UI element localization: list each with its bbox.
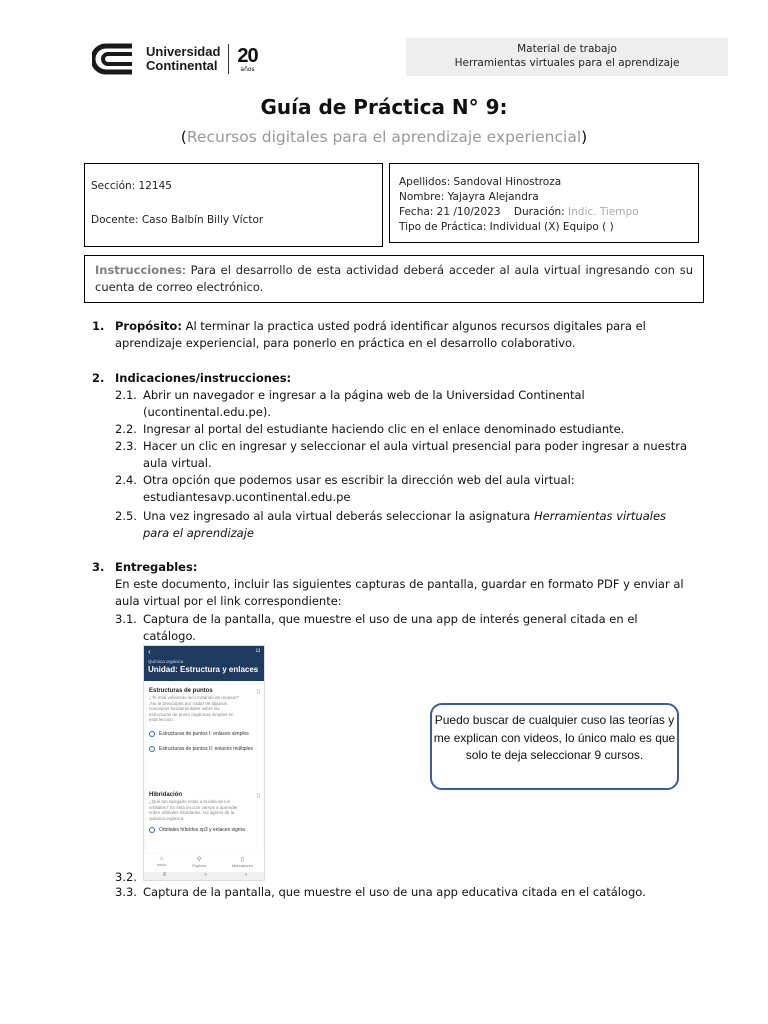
item-text: Captura de la pantalla, que muestre el uso de una app de interés general citada en el catálogo. — [143, 612, 638, 643]
instructions-label: Instrucciones — [95, 263, 182, 277]
app-bottom-nav — [144, 854, 265, 872]
item-text: Ingresar al portal del estudiante haciendo clic en el enlace denominado estudiante. — [143, 422, 625, 436]
item-number: 2.2. — [115, 422, 137, 436]
fecha-field: Fecha: 21 /10/2023 — [399, 206, 501, 218]
item-number: 3.3. — [115, 885, 137, 899]
item-number: 3.1. — [115, 612, 137, 626]
material-line1: Material de trabajo — [517, 43, 617, 55]
nav-explore-label: Explora — [192, 863, 206, 868]
instructions-text: : Para el desarrollo de esta actividad deberá acceder al aula virtual ingresando con su cuenta de correo electrónico. — [95, 263, 693, 294]
bookmark-icon: ▯ — [256, 793, 260, 799]
lesson-item — [147, 821, 263, 833]
item-text: Hacer un clic en ingresar y seleccionar el aula virtual presencial para poder ingresar a nuestra aula virtual. — [143, 439, 688, 470]
item-number: 3.2. — [115, 870, 137, 884]
comment-callout: Puedo buscar de cualquier cuso las teorías y me explican con videos, lo único malo es que solo te deja seleccionar 9 cursos. — [430, 703, 679, 790]
anniversary-number: 20 — [237, 44, 258, 67]
material-line2: Herramientas virtuales para el aprendizaje — [454, 57, 680, 69]
back-icon: ‹ — [148, 647, 151, 656]
app-header — [144, 646, 264, 681]
bookmark-icon: ▯ — [240, 857, 245, 863]
university-logo — [92, 42, 258, 76]
logo-text — [146, 45, 220, 73]
bookmark-icon: ⌑ — [256, 648, 260, 655]
section-number: 1. — [92, 319, 105, 333]
nav-home-label: Inicio — [156, 862, 167, 867]
subtitle-text: Recursos digitales para el aprendizaje experiencial — [186, 128, 582, 146]
recents-icon: ≡ — [162, 872, 167, 878]
docente-field: Docente: Caso Balbín Billy Víctor — [91, 214, 264, 226]
nav-explore — [192, 854, 206, 872]
app-unit-title: Unidad: Estructura y enlaces — [148, 665, 259, 674]
logo-line2: Continental — [146, 58, 218, 73]
lesson-card — [147, 789, 263, 853]
duracion-value: Indic. Tiempo — [568, 206, 639, 218]
lesson-item — [147, 723, 263, 737]
item-number: 2.1. — [115, 388, 137, 402]
logo-line1: Universidad — [146, 44, 221, 59]
back-icon: ‹ — [245, 872, 248, 878]
section-number: 3. — [92, 560, 105, 574]
item-text: Captura de la pantalla, que muestre el uso de una app educativa citada en el catálogo. — [143, 885, 646, 899]
section-text: Al terminar la practica usted podrá identificar algunos recursos digitales para el aprendizaje experiencial, para ponerlo en práctica en el desarrollo colaborativo. — [115, 319, 646, 350]
section-text: En este documento, incluir las siguientes capturas de pantalla, guardar en formato PDF y enviar al aula virtual por el link correspondiente: — [115, 577, 684, 608]
item-text: Abrir un navegador e ingresar a la página web de la Universidad Continental (ucontinental.edu.pe). — [143, 388, 585, 419]
item-number: 2.3. — [115, 439, 137, 453]
material-header — [406, 38, 728, 76]
logo-divider — [228, 44, 229, 74]
page-title: Guía de Práctica N° 9: — [260, 95, 508, 119]
item-number: 2.4. — [115, 473, 137, 487]
instructions-box — [84, 255, 704, 303]
lesson-item-label: Estructuras de puntos II: enlaces múltiples — [159, 745, 253, 752]
nombre-field: Nombre: Yajayra Alejandra — [399, 191, 539, 203]
section-label: Propósito: — [115, 319, 182, 333]
subtitle-close-paren: ) — [581, 128, 588, 146]
item-text: Una vez ingresado al aula virtual deberás seleccionar la asignatura — [143, 509, 534, 523]
nav-saved-label: Marcadores — [231, 863, 253, 868]
lesson-item-label: Orbitales híbridos sp3 y enlaces sigma — [159, 827, 245, 833]
home-circle-icon: ○ — [203, 872, 208, 878]
lesson-title: Estructuras de puntos — [149, 688, 213, 694]
section-label: Indicaciones/instrucciones: — [115, 371, 292, 385]
continental-logo-icon — [92, 42, 140, 76]
fecha-duracion-row — [399, 205, 698, 220]
duracion-label: Duración: — [513, 206, 565, 218]
search-icon: ⚲ — [196, 857, 202, 863]
app-screenshot — [143, 645, 265, 881]
lesson-item-label: Estructuras de puntos I: enlaces simples — [159, 730, 249, 737]
section-label: Entregables: — [115, 560, 198, 574]
section-info-box — [84, 163, 383, 247]
app-category: Química orgánica — [148, 659, 184, 664]
nav-home — [157, 854, 166, 872]
item-number: 2.5. — [115, 509, 137, 523]
anniversary-badge — [237, 46, 257, 73]
system-nav-bar — [144, 872, 265, 881]
section-number: 2. — [92, 371, 105, 385]
lesson-card — [147, 685, 263, 793]
nav-saved — [232, 854, 253, 872]
home-icon: ⌂ — [159, 856, 164, 862]
play-icon — [149, 827, 155, 833]
item-text: Otra opción que podemos usar es escribir la dirección web del aula virtual: estudiantesavp.ucontinental.edu.pe — [143, 473, 575, 504]
lesson-description: ¿Te está volviendo loco tratando de repasar? ¡No te preocupes por nada! Ve algunos conceptos fundamentales sobre las estructuras de punto orgánicas simples en esta lección. — [149, 695, 240, 722]
apellidos-field: Apellidos: Sandoval Hinostroza — [399, 176, 562, 188]
play-icon — [149, 746, 155, 752]
lesson-description: ¿Qué tan apegado estás a la idea de los orbitales? En esta lección vamos a aprender sobre orbitales hibridados, los ligeros de la química orgánica. — [149, 799, 238, 821]
bookmark-icon: ▯ — [256, 689, 260, 695]
student-info-box — [389, 163, 699, 243]
lesson-item — [147, 737, 263, 752]
lesson-title: Hibridación — [149, 792, 183, 798]
item-italic-text: Herramientas virtuales para el aprendizaje — [143, 509, 667, 540]
page-subtitle — [0, 128, 768, 146]
play-icon — [149, 731, 155, 737]
anniversary-label: años — [240, 65, 255, 73]
subtitle-open-paren: ( — [180, 128, 187, 146]
tipo-practica-field: Tipo de Práctica: Individual (X) Equipo ( ) — [399, 221, 614, 233]
seccion-field: Sección: 12145 — [91, 180, 172, 192]
